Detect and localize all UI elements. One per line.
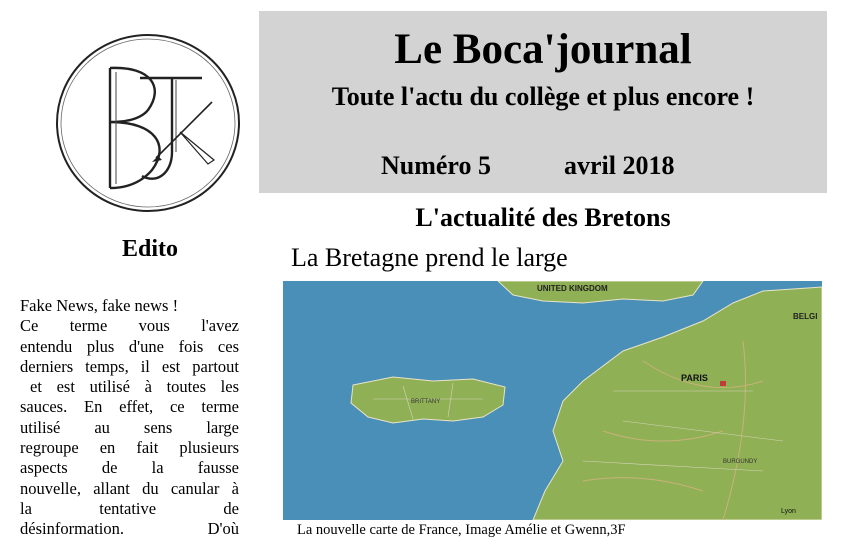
edito-line: nouvelle, allant du canular à [20,478,239,498]
map-caption: La nouvelle carte de France, Image Amélie et Gwenn,3F [297,522,626,538]
edito-line: et est utilisé à toutes les [30,377,239,397]
edito-line: utilisé au sens large [20,417,239,437]
article-title: La Bretagne prend le large [291,243,568,272]
edito-line: derniers temps, il est partout [20,356,239,376]
issue-date: avril 2018 [564,151,675,180]
edito-line: la tentative de [20,498,239,518]
map-label-lyon: Lyon [781,508,796,515]
edito-line: Fake News, fake news ! [20,296,179,315]
edito-title: Edito [121,236,178,262]
edito-line: aspects de la fausse [20,458,239,478]
edito-line: Ce terme vous l'avez [20,316,239,336]
france-map-image [283,281,822,520]
edito-line: regroupe en fait plusieurs [20,438,239,458]
edito-line: sauces. En effet, ce terme [20,397,239,417]
map-label-brittany: BRITTANY [411,399,441,405]
map-label-uk: UNITED KINGDOM [537,284,608,293]
edito-text [20,296,239,540]
journal-title: Le Boca'journal [394,26,692,73]
journal-logo [52,28,244,218]
journal-subtitle: Toute l'actu du collège et plus encore ! [331,82,755,111]
map-label-paris: PARIS [681,373,708,383]
edito-line: désinformation. D'où [20,519,239,539]
issue-number: Numéro 5 [381,151,492,180]
section-heading: L'actualité des Bretons [415,203,671,232]
edito-line: entendu plus d'une fois ces [20,336,239,356]
map-label-belgium: BELGI [793,312,818,321]
map-label-burgundy: BURGUNDY [723,459,758,465]
